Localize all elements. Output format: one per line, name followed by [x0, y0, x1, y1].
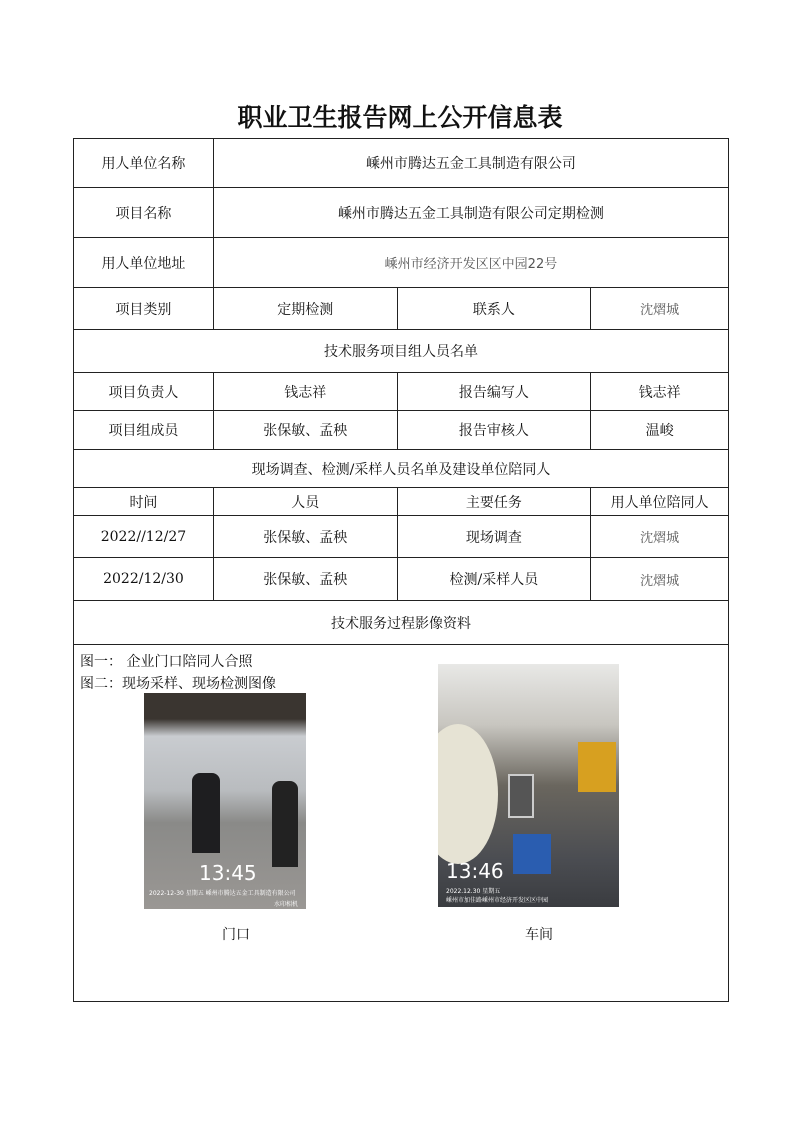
team-header: 技术服务项目组人员名单	[74, 330, 729, 373]
contact-label: 联系人	[397, 288, 591, 330]
address-value: 嵊州市经济开发区区中园22号	[213, 238, 728, 288]
employer-label: 用人单位名称	[74, 139, 214, 188]
survey-people: 张保敏、孟秧	[213, 516, 397, 558]
col-header: 用人单位陪同人	[591, 488, 729, 516]
photo-workshop	[438, 664, 619, 907]
photo-stamp: 2022-12-30 星期五 嵊州市腾达五金工具制造有限公司	[149, 890, 296, 897]
survey-header: 现场调查、检测/采样人员名单及建设单位陪同人	[74, 450, 729, 488]
media-cell	[74, 645, 729, 1002]
photo-caption: 门口	[222, 927, 250, 943]
col-header: 主要任务	[397, 488, 591, 516]
type-value: 定期检测	[213, 288, 397, 330]
photo-stamp: 2022.12.30 星期五	[446, 888, 501, 895]
employer-value: 嵊州市腾达五金工具制造有限公司	[213, 139, 728, 188]
survey-people: 张保敏、孟秧	[213, 558, 397, 601]
photo-gate	[144, 693, 306, 909]
project-value: 嵊州市腾达五金工具制造有限公司定期检测	[213, 188, 728, 238]
col-header: 人员	[213, 488, 397, 516]
members-label: 项目组成员	[74, 411, 214, 450]
figure-1-label: 图一： 企业门口陪同人合照	[80, 654, 253, 670]
members-value: 张保敏、孟秧	[213, 411, 397, 450]
media-header: 技术服务过程影像资料	[74, 601, 729, 645]
leader-value: 钱志祥	[213, 373, 397, 411]
type-label: 项目类别	[74, 288, 214, 330]
reviewer-label: 报告审核人	[397, 411, 591, 450]
survey-date: 2022/12/30	[74, 558, 214, 601]
page-title: 职业卫生报告网上公开信息表	[237, 103, 563, 132]
writer-value: 钱志祥	[591, 373, 729, 411]
survey-escort: 沈熠城	[591, 516, 729, 558]
info-table	[73, 138, 729, 1002]
writer-label: 报告编写人	[397, 373, 591, 411]
survey-escort: 沈熠城	[591, 558, 729, 601]
col-header: 时间	[74, 488, 214, 516]
photo-stamp-location: 嵊州市加佳路嵊州市经济开发区区中园	[446, 897, 549, 904]
photo-time: 13:45	[199, 861, 257, 885]
reviewer-value: 温峻	[591, 411, 729, 450]
figure-2-label: 图二：现场采样、现场检测图像	[80, 676, 276, 692]
photo-watermark: 水印相机	[274, 901, 299, 908]
photo-caption: 车间	[525, 927, 553, 943]
table-row	[74, 558, 729, 601]
photo-time: 13:46	[446, 859, 504, 883]
survey-date: 2022//12/27	[74, 516, 214, 558]
survey-task: 现场调查	[397, 516, 591, 558]
survey-task: 检测/采样人员	[397, 558, 591, 601]
project-label: 项目名称	[74, 188, 214, 238]
table-row	[74, 516, 729, 558]
leader-label: 项目负责人	[74, 373, 214, 411]
contact-value: 沈熠城	[591, 288, 729, 330]
address-label: 用人单位地址	[74, 238, 214, 288]
